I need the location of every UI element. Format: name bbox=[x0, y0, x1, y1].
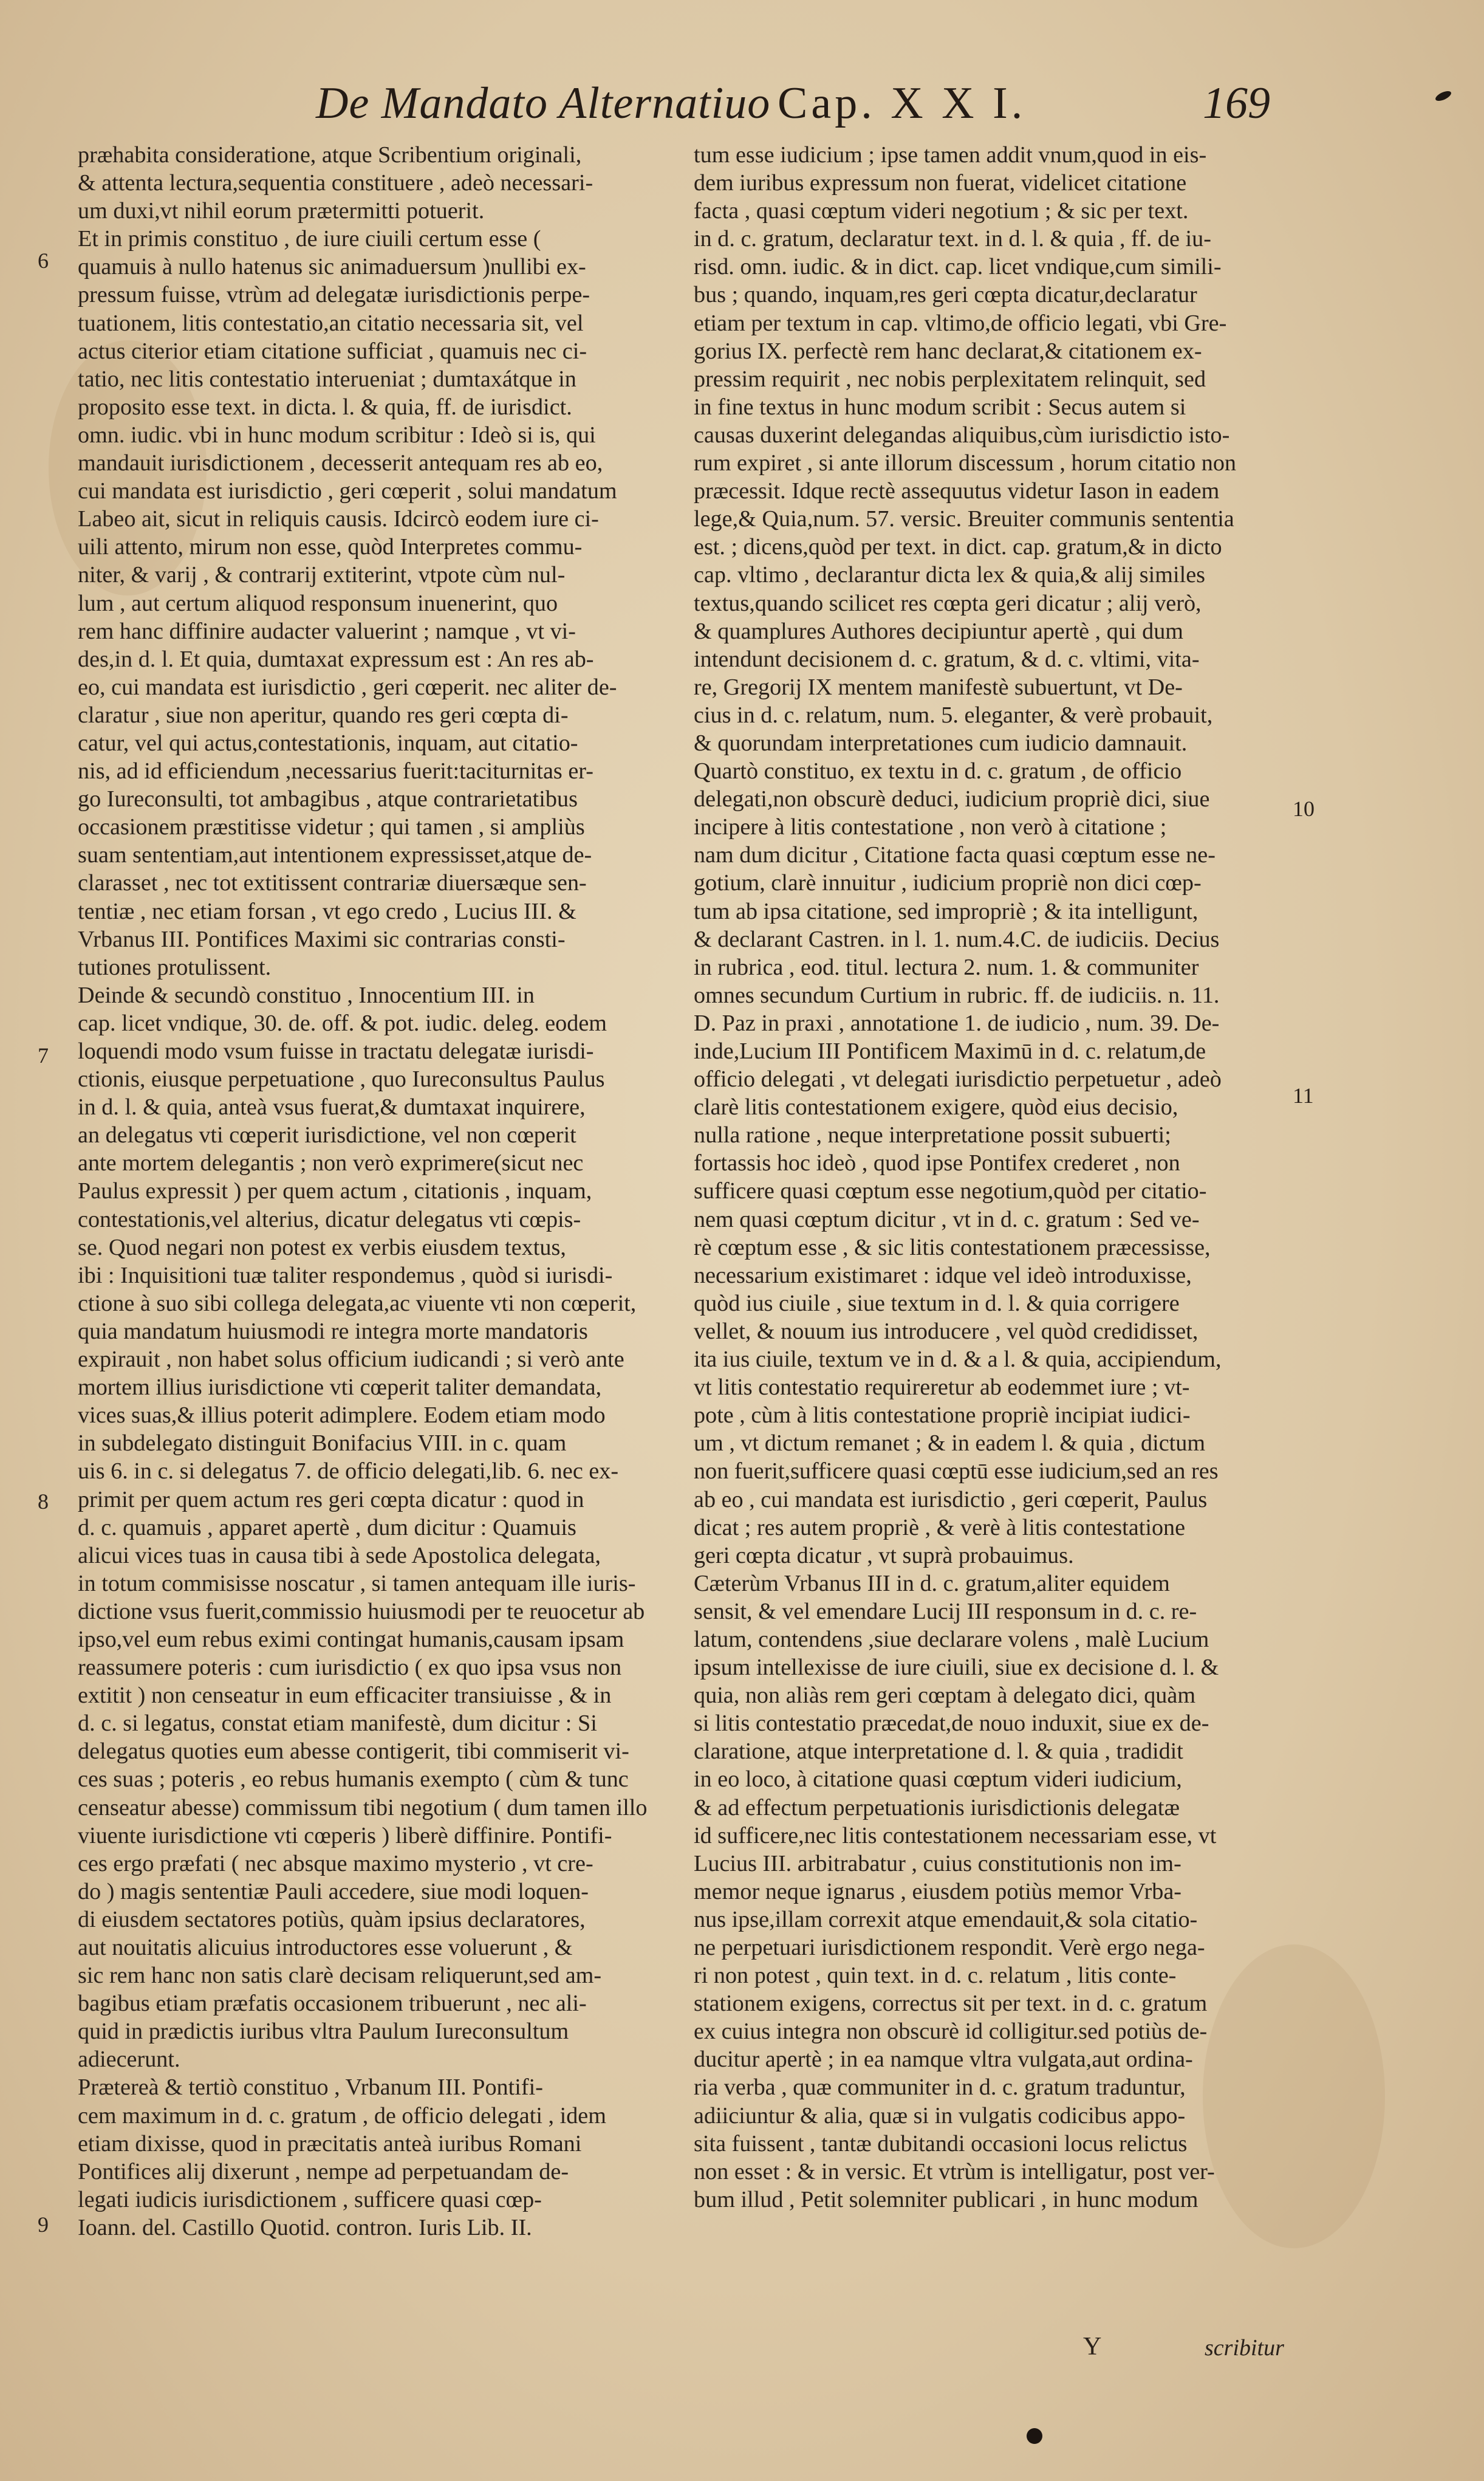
text-line: sita fuissent , tantæ dubitandi occasioni locus relictus bbox=[694, 2130, 1188, 2157]
text-line: Quartò constituo, ex textu in d. c. gratum , de officio bbox=[694, 758, 1182, 784]
text-line: nus ipse,illam correxit atque emendauit,& sola citatio- bbox=[694, 1906, 1198, 1932]
text-line: si litis contestatio præcedat,de nouo induxit, siue ex de- bbox=[694, 1711, 1209, 1737]
text-line: tum esse iudicium ; ipse tamen addit vnum,quod in eis- bbox=[694, 142, 1207, 168]
running-header bbox=[316, 72, 1288, 139]
text-line: Ioann. del. Castillo Quotid. contron. Iuris Lib. II. bbox=[78, 2214, 532, 2240]
margin-number: 6 bbox=[38, 249, 49, 273]
text-line: mandauit iurisdictionem , decesserit antequam res ab eo, bbox=[78, 450, 603, 476]
text-line: nulla ratione , neque interpretatione possit subuerti; bbox=[694, 1122, 1171, 1148]
text-line: go Iureconsulti, tot ambagibus , atque contrarietatibus bbox=[78, 786, 578, 812]
text-line: ipso,vel eum rebus eximi contingat humanis,causam ipsam bbox=[78, 1626, 624, 1652]
text-line: do ) magis sententiæ Pauli accedere, siue modi loquen- bbox=[78, 1878, 589, 1904]
text-line: legati iudicis iurisdictionem , sufficere quasi cœp- bbox=[78, 2186, 542, 2212]
text-line: rum expiret , si ante illorum discessum , horum citatio non bbox=[694, 450, 1237, 476]
text-line: etiam dixisse, quod in præcitatis anteà iuribus Romani bbox=[78, 2130, 582, 2157]
text-line: lege,& Quia,num. 57. versic. Breuiter communis sententia bbox=[694, 506, 1234, 532]
text-line: extitit ) non censeatur in eum efficaciter transiuisse , & in bbox=[78, 1683, 612, 1709]
text-line: eo, cui mandata est iurisdictio , geri cœperit. nec aliter de- bbox=[78, 674, 617, 700]
text-line: ex cuius integra non obscurè id colligitur.sed potiùs de- bbox=[694, 2019, 1208, 2045]
text-line: ctione à suo sibi collega delegata,ac viuente vti non cœperit, bbox=[78, 1290, 637, 1316]
running-title: De Mandato Alternatiuo bbox=[316, 78, 771, 128]
text-line: nis, ad id efficiendum ,necessarius fuerit:taciturnitas er- bbox=[78, 758, 593, 784]
text-line: cem maximum in d. c. gratum , de officio delegati , idem bbox=[78, 2102, 606, 2129]
text-line: expirauit , non habet solus officium iudicandi ; si verò ante bbox=[78, 1347, 624, 1373]
text-line: memor neque ignarus , eiusdem potiùs memor Vrba- bbox=[694, 1878, 1181, 1904]
text-line: ita ius ciuile, textum ve in d. & a l. & quia, accipiendum, bbox=[694, 1347, 1222, 1373]
text-line: in fine textus in hunc modum scribit : Secus autem si bbox=[694, 394, 1186, 420]
text-line: ces ergo præfati ( nec absque maximo mysterio , vt cre- bbox=[78, 1850, 593, 1876]
text-line: in rubrica , eod. titul. lectura 2. num. 1. & communiter bbox=[694, 954, 1199, 980]
text-line: intendunt decisionem d. c. gratum, & d. c. vltimi, vita- bbox=[694, 646, 1200, 672]
text-line: viuente iurisdictione vti cœperis ) liberè diffinire. Pontifi- bbox=[78, 1822, 612, 1848]
text-line: re, Gregorij IX mentem manifestè subuertunt, vt De- bbox=[694, 674, 1183, 700]
text-line: id sufficere,nec litis contestationem necessariam esse, vt bbox=[694, 1822, 1217, 1848]
text-line: dictione vsus fuerit,commissio huiusmodi per te reuocetur ab bbox=[78, 1598, 645, 1624]
text-line: necessarium existimaret : idque vel ideò introduxisse, bbox=[694, 1262, 1192, 1288]
text-line: officio delegati , vt delegati iurisdictio perpetuetur , adeò bbox=[694, 1066, 1222, 1093]
text-line: ibi : Inquisitioni tuæ taliter respondemus , quòd si iurisdi- bbox=[78, 1262, 613, 1288]
text-line: ne perpetuari iurisdictionem respondit. Verè ergo nega- bbox=[694, 1935, 1205, 1960]
right-text-column bbox=[694, 141, 1289, 2214]
text-line: alicui vices tuas in causa tibi à sede Apostolica delegata, bbox=[78, 1542, 601, 1568]
text-line: omnes secundum Curtium in rubric. ff. de iudiciis. n. 11. bbox=[694, 982, 1220, 1008]
text-line: bum illud , Petit solemniter publicari , in hunc modum bbox=[694, 2186, 1198, 2212]
text-line: ria verba , quæ communiter in d. c. gratum traduntur, bbox=[694, 2074, 1186, 2101]
text-line: d. c. si legatus, constat etiam manifestè, dum dicitur : Si bbox=[78, 1711, 597, 1737]
text-line: facta , quasi cœptum videri negotium ; & sic per text. bbox=[694, 198, 1189, 224]
margin-number: 7 bbox=[38, 1043, 49, 1068]
text-line: quòd ius ciuile , siue textum in d. l. & quia corrigere bbox=[694, 1290, 1180, 1316]
text-line: mortem illius iurisdictione vti cœperit taliter demandata, bbox=[78, 1374, 602, 1401]
text-line: tum ab ipsa citatione, sed impropriè ; & ita intelligunt, bbox=[694, 898, 1198, 924]
text-line: censeatur abesse) commissum tibi negotium ( dum tamen illo bbox=[78, 1794, 648, 1820]
text-line: in d. c. gratum, declaratur text. in d. l. & quia , ff. de iu- bbox=[694, 226, 1211, 252]
text-line: fortassis hoc ideò , quod ipse Pontifex crederet , non bbox=[694, 1150, 1180, 1176]
text-line: tentiæ , nec etiam forsan , vt ego credo , Lucius III. & bbox=[78, 898, 576, 924]
text-line: delegati,non obscurè deduci, iudicium propriè dici, siue bbox=[694, 786, 1210, 812]
text-line: loquendi modo vsum fuisse in tractatu delegatæ iurisdi- bbox=[78, 1038, 594, 1064]
text-line: sufficere quasi cœptum esse negotium,quòd per citatio- bbox=[694, 1178, 1207, 1204]
margin-number: 8 bbox=[38, 1489, 49, 1514]
text-line: adiecerunt. bbox=[78, 2047, 180, 2073]
signature-mark: Y bbox=[1083, 2333, 1102, 2361]
text-line: dem iuribus expressum non fuerat, videlicet citatione bbox=[694, 170, 1187, 196]
text-line: sensit, & vel emendare Lucij III responsum in d. c. re- bbox=[694, 1598, 1197, 1624]
text-line: & quamplures Authores decipiuntur apertè , qui dum bbox=[694, 618, 1184, 644]
text-line: tuationem, litis contestatio,an citatio necessaria sit, vel bbox=[78, 310, 584, 336]
text-line: occasionem præstitisse videtur ; qui tamen , si ampliùs bbox=[78, 814, 585, 840]
text-line: ctionis, eiusque perpetuatione , quo Iureconsultus Paulus bbox=[78, 1066, 605, 1093]
text-line: um duxi,vt nihil eorum prætermitti potuerit. bbox=[78, 198, 485, 224]
text-line: Labeo ait, sicut in reliquis causis. Idcircò eodem iure ci- bbox=[78, 506, 599, 532]
text-line: nam dum dicitur , Citatione facta quasi cœptum esse ne- bbox=[694, 842, 1216, 868]
text-line: ces suas ; poteris , eo rebus humanis exempto ( cùm & tunc bbox=[78, 1766, 629, 1793]
text-line: ri non potest , quin text. in d. c. relatum , litis conte- bbox=[694, 1963, 1177, 1989]
text-line: non esset : & in versic. Et vtrùm is intelligatur, post ver- bbox=[694, 2158, 1215, 2184]
text-line: actus citerior etiam citatione sufficiat , quamuis nec ci- bbox=[78, 338, 587, 364]
text-line: des,in d. l. Et quia, dumtaxat expressum est : An res ab- bbox=[78, 646, 594, 672]
text-line: Pontifices alij dixerunt , nempe ad perpetuandam de- bbox=[78, 2158, 569, 2184]
text-line: quamuis à nullo hatenus sic animaduersum )nullibi ex- bbox=[78, 254, 586, 280]
text-line: Et in primis constituo , de iure ciuili certum esse ( bbox=[78, 226, 541, 252]
text-line: latum, contendens ,siue declarare volens , malè Lucium bbox=[694, 1626, 1209, 1652]
text-line: textus,quando scilicet res cœpta geri dicatur ; alij verò, bbox=[694, 590, 1202, 616]
text-line: vt litis contestatio requireretur ab eodemmet iure ; vt- bbox=[694, 1374, 1190, 1401]
text-line: ante mortem delegantis ; non verò exprimere(sicut nec bbox=[78, 1150, 584, 1176]
text-line: præhabita consideratione, atque Scribentium originali, bbox=[78, 142, 582, 168]
text-line: quia mandatum huiusmodi re integra morte mandatoris bbox=[78, 1318, 588, 1344]
text-line: omn. iudic. vbi in hunc modum scribitur : Ideò si is, qui bbox=[78, 422, 596, 448]
text-line: sic rem hanc non satis clarè decisam reliquerunt,sed am- bbox=[78, 1963, 602, 1989]
text-line: & quorundam interpretationes cum iudicio damnauit. bbox=[694, 730, 1188, 756]
text-line: in d. l. & quia, anteà vsus fuerat,& dumtaxat inquirere, bbox=[78, 1094, 586, 1120]
text-line: lum , aut certum aliquod responsum inuenerint, quo bbox=[78, 590, 558, 616]
text-line: proposito esse text. in dicta. l. & quia, ff. de iurisdict. bbox=[78, 394, 572, 420]
text-line: reassumere poteris : cum iurisdictio ( ex quo ipsa vsus non bbox=[78, 1655, 622, 1681]
text-line: in eo loco, à citatione quasi cœptum videri iudicium, bbox=[694, 1766, 1182, 1793]
text-line: vellet, & nouum ius introducere , vel quòd credidisset, bbox=[694, 1318, 1198, 1344]
text-line: geri cœpta dicatur , vt suprà probauimus. bbox=[694, 1542, 1074, 1568]
chapter-label: Cap. X X I. bbox=[778, 78, 1027, 128]
text-line: & attenta lectura,sequentia constituere , adeò necessari- bbox=[78, 170, 593, 196]
text-line: bus ; quando, inquam,res geri cœpta dicatur,declaratur bbox=[694, 282, 1197, 308]
text-line: pote , cùm à litis contestatione propriè incipiat iudici- bbox=[694, 1402, 1191, 1429]
page-number: 169 bbox=[1203, 78, 1270, 128]
text-line: catur, vel qui actus,contestationis, inquam, aut citatio- bbox=[78, 730, 578, 756]
text-line: inde,Lucium III Pontificem Maximū in d. c. relatum,de bbox=[694, 1038, 1206, 1064]
text-line: quia, non aliàs rem geri cœptam à delegato dici, quàm bbox=[694, 1683, 1196, 1709]
text-line: non fuerit,sufficere quasi cœptū esse iudicium,sed an res bbox=[694, 1458, 1219, 1484]
text-line: ab eo , cui mandata est iurisdictio , geri cœperit, Paulus bbox=[694, 1486, 1208, 1512]
text-line: Paulus expressit ) per quem actum , citationis , inquam, bbox=[78, 1178, 592, 1204]
text-line: tatio, nec litis contestatio interueniat ; dumtaxátque in bbox=[78, 366, 576, 392]
text-line: claratur , siue non aperitur, quando res geri cœpta di- bbox=[78, 702, 569, 728]
text-line: quid in prædictis iuribus vltra Paulum Iureconsultum bbox=[78, 2019, 569, 2045]
paper-hole bbox=[1027, 2428, 1042, 2444]
text-line: est. ; dicens,quòd per text. in dict. cap. gratum,& in dicto bbox=[694, 534, 1222, 560]
text-line: cui mandata est iurisdictio , geri cœperit , solui mandatum bbox=[78, 478, 617, 504]
text-line: primit per quem actum res geri cœpta dicatur : quod in bbox=[78, 1486, 584, 1512]
text-line: niter, & varij , & contrarij extiterint, vtpote cùm nul- bbox=[78, 562, 566, 588]
text-line: gorius IX. perfectè rem hanc declarat,& citationem ex- bbox=[694, 338, 1202, 364]
text-line: incipere à litis contestatione , non verò à citatione ; bbox=[694, 814, 1167, 840]
text-line: causas duxerint delegandas aliquibus,cùm iurisdictio isto- bbox=[694, 422, 1230, 448]
text-line: & ad effectum perpetuationis iurisdictionis delegatæ bbox=[694, 1794, 1180, 1820]
catchword: scribitur bbox=[1205, 2335, 1284, 2361]
text-line: cap. vltimo , declarantur dicta lex & quia,& alij similes bbox=[694, 562, 1206, 588]
text-line: pressum fuisse, vtrùm ad delegatæ iurisdictionis perpe- bbox=[78, 282, 590, 308]
margin-number: 9 bbox=[38, 2212, 49, 2237]
text-line: Deinde & secundò constituo , Innocentium III. in bbox=[78, 982, 535, 1008]
text-line: aut nouitatis alicuius introductores esse voluerunt , & bbox=[78, 1935, 573, 1960]
text-line: cius in d. c. relatum, num. 5. eleganter, & verè probauit, bbox=[694, 702, 1213, 728]
text-line: risd. omn. iudic. & in dict. cap. licet vndique,cum simili- bbox=[694, 254, 1222, 280]
text-line: clarè litis contestationem exigere, quòd eius decisio, bbox=[694, 1094, 1178, 1120]
text-line: nem quasi cœptum dicitur , vt in d. c. gratum : Sed ve- bbox=[694, 1206, 1200, 1232]
text-line: Vrbanus III. Pontifices Maximi sic contrarias consti- bbox=[78, 926, 566, 952]
text-line: etiam per textum in cap. vltimo,de officio legati, vbi Gre- bbox=[694, 310, 1227, 336]
text-line: se. Quod negari non potest ex verbis eiusdem textus, bbox=[78, 1234, 566, 1260]
left-text-column bbox=[78, 141, 673, 2242]
text-line: delegatus quoties eum abesse contigerit, tibi commiserit vi- bbox=[78, 1738, 629, 1765]
text-line: in subdelegato distinguit Bonifacius VIII. in c. quam bbox=[78, 1430, 567, 1457]
text-line: di eiusdem sectatores potiùs, quàm ipsius declaratores, bbox=[78, 1906, 586, 1932]
text-line: pressim requirit , nec nobis perplexitatem relinquit, sed bbox=[694, 366, 1206, 392]
text-line: stationem exigens, correctus sit per text. in d. c. gratum bbox=[694, 1991, 1208, 2017]
text-line: Prætereà & tertiò constituo , Vrbanum III. Pontifi- bbox=[78, 2074, 543, 2101]
text-line: rem hanc diffinire audacter valuerint ; namque , vt vi- bbox=[78, 618, 576, 644]
text-line: vices suas,& illius poterit adimplere. Eodem etiam modo bbox=[78, 1402, 606, 1429]
text-line: bagibus etiam præfatis occasionem tribuerunt , nec ali- bbox=[78, 1991, 587, 2017]
text-line: rè cœptum esse , & sic litis contestationem præcessisse, bbox=[694, 1234, 1211, 1260]
text-line: adiiciuntur & alia, quæ si in vulgatis codicibus appo- bbox=[694, 2102, 1186, 2129]
text-line: & declarant Castren. in l. 1. num.4.C. de iudiciis. Decius bbox=[694, 926, 1220, 952]
text-line: Cæterùm Vrbanus III in d. c. gratum,aliter equidem bbox=[694, 1570, 1170, 1596]
ink-mark-icon bbox=[1434, 89, 1452, 103]
text-line: in totum commisisse noscatur , si tamen antequam ille iuris- bbox=[78, 1570, 636, 1596]
text-line: ducitur apertè ; in ea namque vltra vulgata,aut ordina- bbox=[694, 2047, 1193, 2073]
text-line: uis 6. in c. si delegatus 7. de officio delegati,lib. 6. nec ex- bbox=[78, 1458, 619, 1484]
text-line: clarasset , nec tot extitissent contrariæ diuersæque sen- bbox=[78, 870, 587, 896]
text-line: dicat ; res autem propriè , & verè à litis contestatione bbox=[694, 1514, 1186, 1540]
text-line: gotium, clarè innuitur , iudicium propriè non dici cœp- bbox=[694, 870, 1202, 896]
text-line: præcessit. Idque rectè assequutus videtur Iason in eadem bbox=[694, 478, 1220, 504]
text-line: um , vt dictum remanet ; & in eadem l. & quia , dictum bbox=[694, 1430, 1206, 1457]
text-line: cap. licet vndique, 30. de. off. & pot. iudic. deleg. eodem bbox=[78, 1010, 607, 1036]
text-line: an delegatus vti cœperit iurisdictione, vel non cœperit bbox=[78, 1122, 576, 1148]
text-line: ipsum intellexisse de iure ciuili, siue ex decisione d. l. & bbox=[694, 1655, 1219, 1681]
text-line: contestationis,vel alterius, dicatur delegatus vti cœpis- bbox=[78, 1206, 581, 1232]
margin-number: 11 bbox=[1293, 1083, 1314, 1108]
text-line: tutiones protulissent. bbox=[78, 954, 272, 980]
text-line: D. Paz in praxi , annotatione 1. de iudicio , num. 39. De- bbox=[694, 1010, 1220, 1036]
text-line: suam sententiam,aut intentionem expressisset,atque de- bbox=[78, 842, 592, 868]
text-line: claratione, atque interpretatione d. l. & quia , tradidit bbox=[694, 1738, 1183, 1765]
margin-number: 10 bbox=[1293, 797, 1315, 821]
text-line: Lucius III. arbitrabatur , cuius constitutionis non im- bbox=[694, 1850, 1181, 1876]
text-line: d. c. quamuis , apparet apertè , dum dicitur : Quamuis bbox=[78, 1514, 576, 1540]
text-line: uili attento, mirum non esse, quòd Interpretes commu- bbox=[78, 534, 583, 560]
